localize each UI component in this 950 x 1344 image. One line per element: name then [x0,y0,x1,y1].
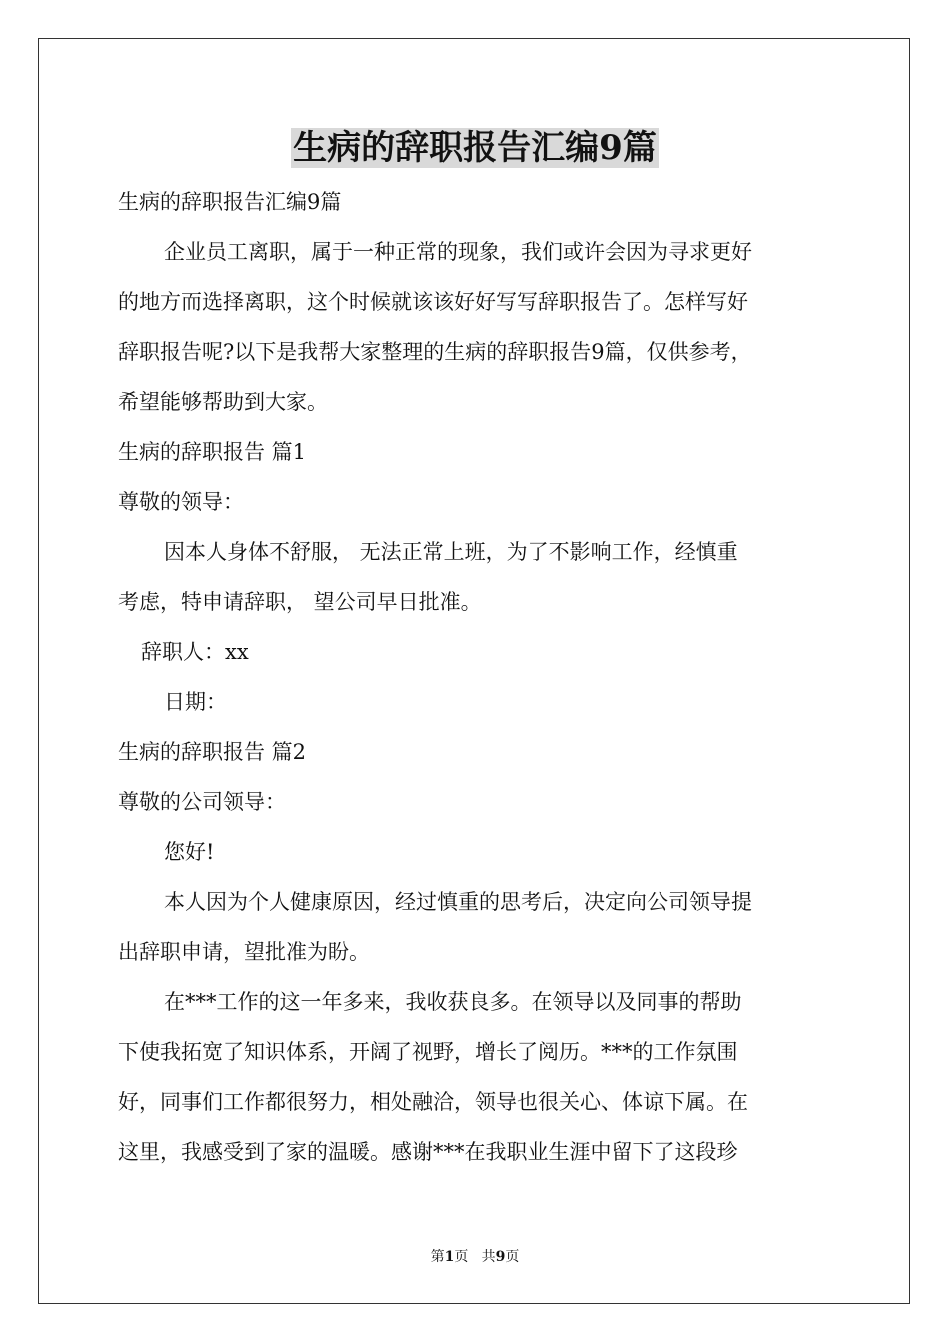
letter-body-line: 因本人身体不舒服， 无法正常上班，为了不影响工作，经慎重 [164,540,738,564]
section-heading-1: 生病的辞职报告 篇1 [118,440,307,464]
signer-line: 辞职人：xx [141,640,249,664]
intro-paragraph-line: 的地方而选择离职，这个时候就该该好好写写辞职报告了。怎样写好 [118,290,748,314]
footer-page-number: 1 [444,1249,455,1265]
section-heading-2: 生病的辞职报告 篇2 [118,740,307,764]
salutation: 尊敬的领导： [118,490,244,514]
letter-body-line: 这里，我感受到了家的温暖。感谢***在我职业生涯中留下了这段珍 [118,1140,738,1164]
footer-middle: 页 共 [454,1249,496,1265]
date-line: 日期： [164,690,227,714]
letter-body-line: 考虑，特申请辞职， 望公司早日批准。 [118,590,482,614]
letter-body-line: 本人因为个人健康原因，经过慎重的思考后，决定向公司领导提 [164,890,752,914]
intro-paragraph-line: 企业员工离职，属于一种正常的现象，我们或许会因为寻求更好 [164,240,752,264]
footer-prefix: 第 [430,1249,445,1265]
document-title [0,124,950,172]
page-footer [0,1247,950,1267]
subtitle-line: 生病的辞职报告汇编9篇 [118,190,342,214]
intro-paragraph-line: 辞职报告呢?以下是我帮大家整理的生病的辞职报告9篇，仅供参考， [118,340,752,364]
letter-body-line: 下使我拓宽了知识体系，开阔了视野，增长了阅历。***的工作氛围 [118,1040,738,1064]
letter-body-line: 在***工作的这一年多来，我收获良多。在领导以及同事的帮助 [164,990,742,1014]
footer-suffix: 页 [505,1249,520,1265]
document-title-text: 生病的辞职报告汇编9篇 [293,128,657,168]
greeting-line: 您好! [164,840,215,864]
letter-body-line: 好，同事们工作都很努力，相处融洽，领导也很关心、体谅下属。在 [118,1090,748,1114]
intro-paragraph-line: 希望能够帮助到大家。 [118,390,328,414]
salutation: 尊敬的公司领导： [118,790,286,814]
letter-body-line: 出辞职申请，望批准为盼。 [118,940,370,964]
document-body [118,177,838,1177]
footer-total-pages: 9 [495,1249,506,1265]
